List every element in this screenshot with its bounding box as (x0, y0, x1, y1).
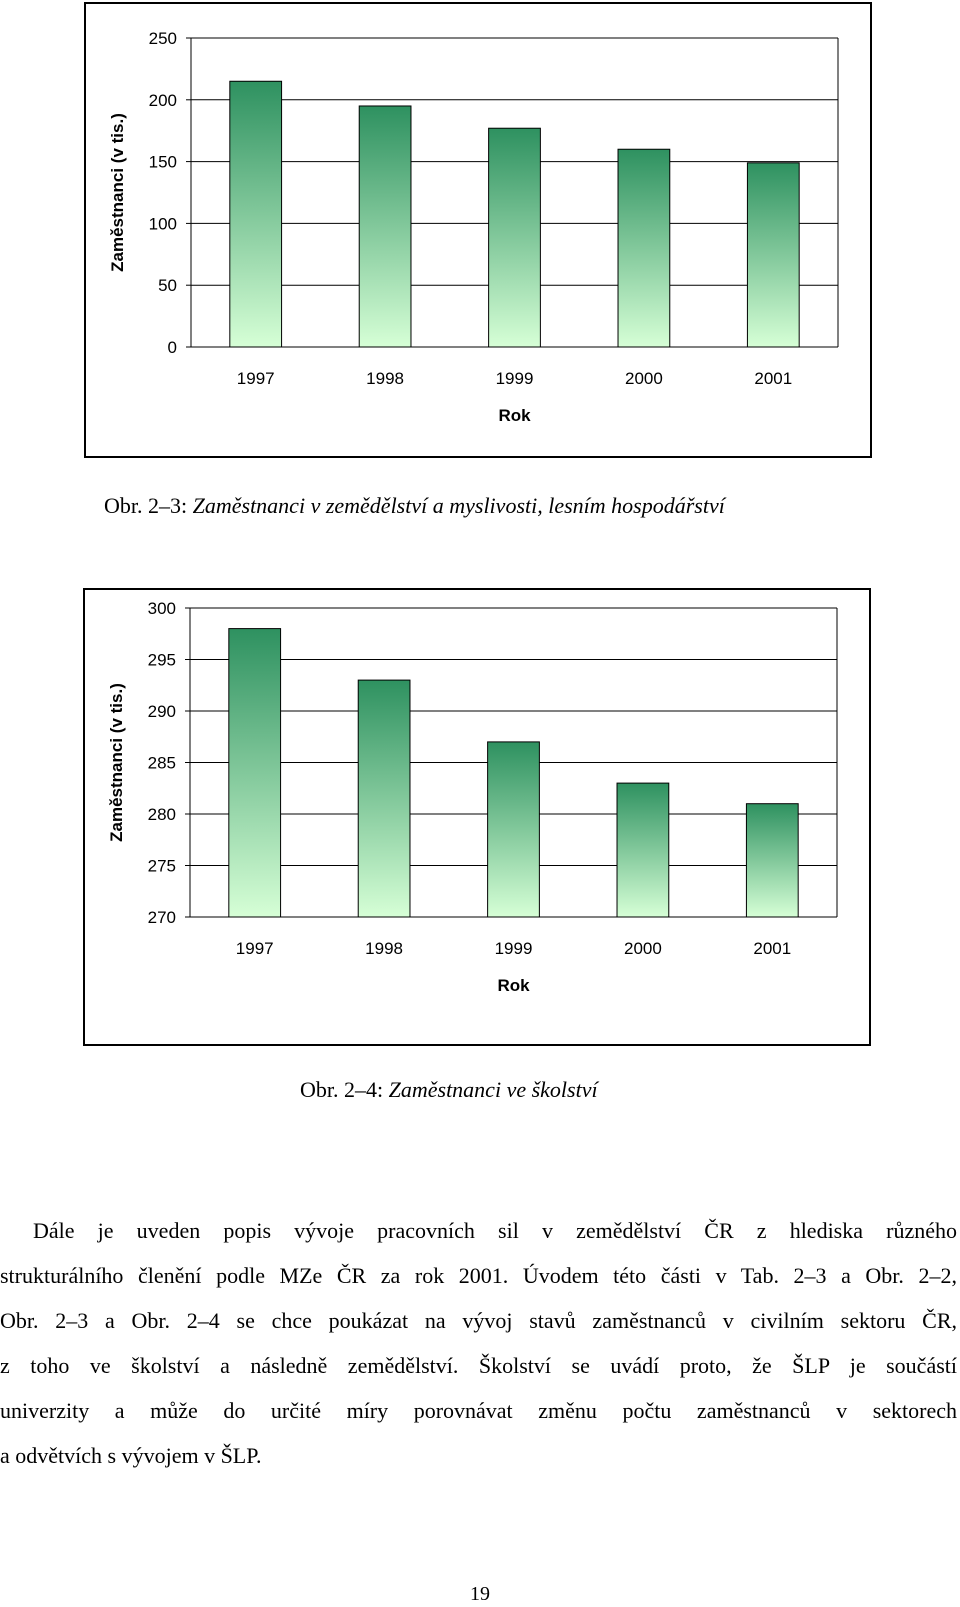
x-tick-label: 2001 (753, 939, 792, 958)
chart-frame-employees-agriculture (84, 2, 872, 458)
y-tick-label: 285 (147, 753, 176, 773)
x-tick-label: 2000 (623, 939, 662, 958)
y-tick-label: 300 (147, 599, 176, 618)
bar-1998 (359, 106, 411, 347)
y-tick-label: 280 (147, 805, 176, 824)
caption-label: Obr. 2–3: (104, 493, 188, 518)
bar-chart-education (85, 590, 869, 1044)
body-paragraph (0, 1208, 957, 1478)
bar-1998 (358, 680, 410, 917)
bar-1999 (489, 128, 541, 347)
x-tick-label: 1999 (495, 369, 534, 388)
paragraph-line: strukturálního členění podle MZe ČR za rok 2001. Úvodem této části v Tab. 2–3 a Obr. 2–2, (0, 1263, 957, 1288)
bar-2000 (617, 783, 669, 917)
y-tick-label: 275 (147, 856, 176, 876)
figure-caption-2-4 (300, 1077, 598, 1103)
y-tick-label: 100 (148, 214, 177, 234)
x-axis-title: Rok (498, 406, 531, 425)
caption-label: Obr. 2–4: (300, 1077, 384, 1102)
y-tick-label: 50 (158, 276, 177, 296)
x-tick-label: 2001 (754, 369, 793, 388)
y-tick-label: 250 (148, 29, 177, 48)
y-tick-label: 270 (147, 908, 176, 927)
bar-1997 (230, 81, 282, 347)
x-axis-title: Rok (497, 976, 530, 995)
bar-1997 (229, 629, 281, 917)
x-tick-label: 1997 (236, 369, 275, 388)
bar-1999 (488, 742, 540, 917)
y-tick-label: 200 (148, 90, 177, 110)
x-tick-label: 1997 (235, 939, 274, 958)
y-tick-label: 0 (167, 338, 177, 357)
paragraph-line: a odvětvích s vývojem v ŠLP. (0, 1443, 262, 1468)
bar-2001 (747, 163, 799, 347)
x-tick-label: 1998 (365, 939, 404, 958)
paragraph-line: z toho ve školství a následně zemědělství. Školství se uvádí proto, že ŠLP je součástí (0, 1353, 957, 1378)
bar-2001 (746, 804, 798, 917)
chart-frame-employees-education (83, 588, 871, 1046)
page-number: 19 (470, 1583, 490, 1605)
x-tick-label: 1998 (366, 369, 405, 388)
y-axis-title: Zaměstnanci (v tis.) (108, 113, 127, 272)
y-axis-title: Zaměstnanci (v tis.) (107, 683, 126, 842)
paragraph-line: Dále je uveden popis vývoje pracovních sil v zemědělství ČR z hlediska různého (33, 1218, 957, 1243)
caption-text: Zaměstnanci ve školství (383, 1077, 598, 1102)
y-tick-label: 295 (147, 650, 176, 670)
bar-chart-agriculture (86, 4, 870, 456)
x-tick-label: 1999 (494, 939, 533, 958)
paragraph-line: Obr. 2–3 a Obr. 2–4 se chce poukázat na vývoj stavů zaměstnanců v civilním sektoru ČR, (0, 1308, 957, 1333)
y-tick-label: 290 (147, 702, 176, 721)
figure-caption-2-3 (104, 493, 725, 519)
caption-text: Zaměstnanci v zemědělství a myslivosti, lesním hospodářství (187, 493, 725, 518)
y-tick-label: 150 (148, 152, 177, 172)
x-tick-label: 2000 (624, 369, 663, 388)
paragraph-line: univerzity a může do určité míry porovnávat změnu počtu zaměstnanců v sektorech (0, 1398, 957, 1423)
bar-2000 (618, 149, 670, 347)
